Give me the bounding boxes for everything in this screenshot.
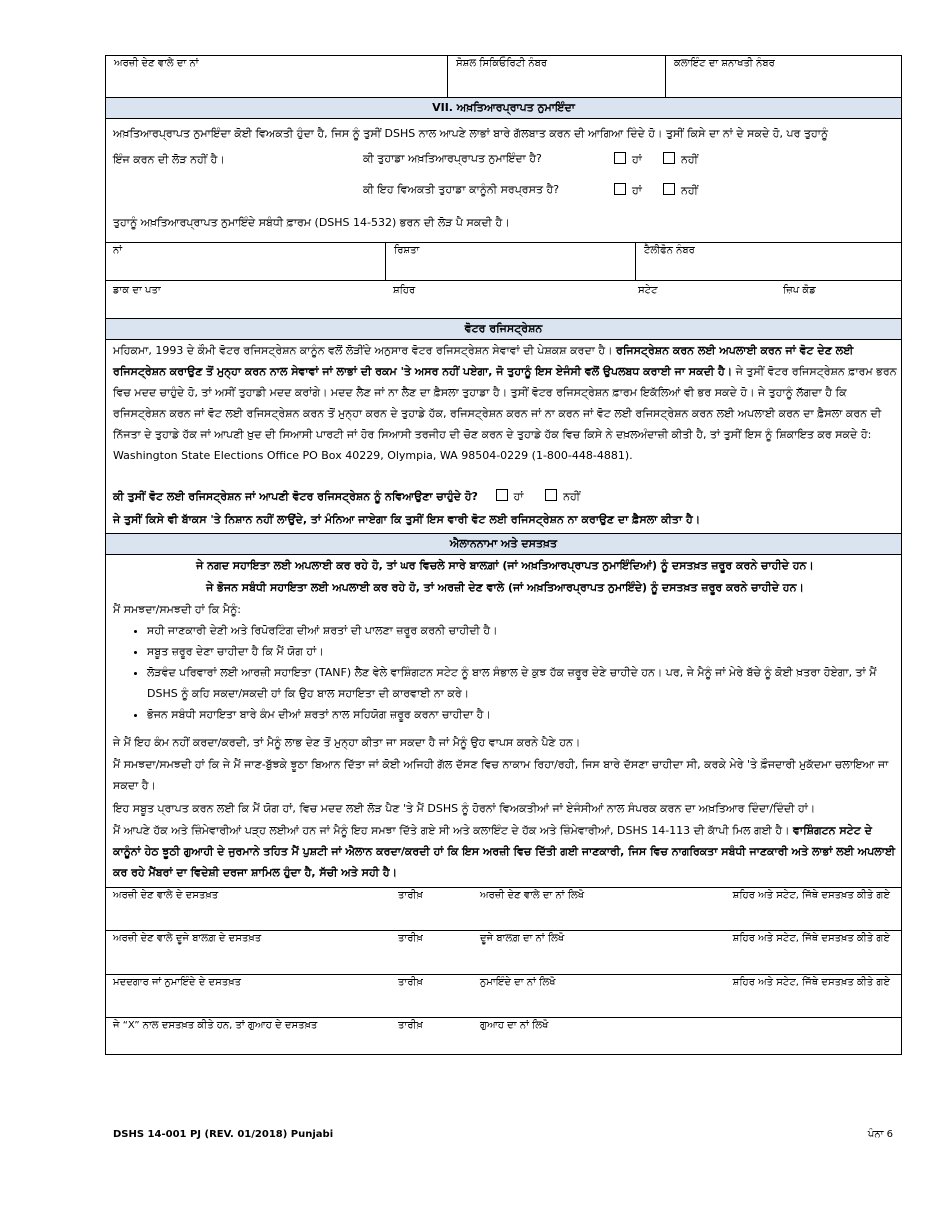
- signed-location-label: ਸ਼ਹਿਰ ਅਤੇ ਸਟੇਟ, ਜਿੱਥੇ ਦਸਤਖ਼ਤ ਕੀਤੇ ਗਏ: [732, 933, 890, 944]
- rep-zip-field[interactable]: [775, 281, 900, 319]
- yes-label: ਹਾਂ: [632, 184, 642, 197]
- rep-intro-line-1: ਅਖ਼ਤਿਆਰਪ੍ਰਾਪਤ ਨੁਮਾਇੰਦਾ ਕੋਈ ਵਿਅਕਤੀ ਹੁੰਦਾ ਹੈ, ਜਿਸ ਨੂੰ ਤੁਸੀਂ DSHS ਨਾਲ ਆਪਣੇ ਲਾਭਾਂ ਬਾਰੇ ਗੱਲਬਾਤ ਕਰਨ ਦੀ ਆਗਿਆ ਦਿੰਦੇ ਹੋ। ਤੁਸੀਂ ਕਿਸੇ ਦਾ ਨਾਂ ਦੇ ਸਕਦੇ ਹੋ, ਪਰ ਤੁਹਾਨੂੰ: [113, 127, 829, 140]
- client-id-label: ਕਲਾਇੰਟ ਦਾ ਸ਼ਨਾਖਤੀ ਨੰਬਰ: [674, 58, 775, 69]
- ssn-label: ਸੋਸ਼ਲ ਸਿਕਿਓਰਿਟੀ ਨੰਬਰ: [456, 58, 548, 69]
- voter-paragraph-rest: ਜੇ ਤੁਸੀਂ ਵੋਟਰ ਰਜਿਸਟ੍ਰੇਸ਼ਨ ਫ਼ਾਰਮ ਭਰਨ ਵਿਚ ਮਦਦ ਚਾਹੁੰਦੇ ਹੋ, ਤਾਂ ਅਸੀਂ ਤੁਹਾਡੀ ਮਦਦ ਕਰਾਂਗੇ। ਮਦਦ ਲੈਣ ਜਾਂ ਨਾ ਲੈਣ ਦਾ ਫ਼ੈਸਲਾ ਤੁਹਾਡਾ ਹੈ। ਤੁਸੀਂ ਵੋਟਰ ਰਜਿਸਟ੍ਰੇਸ਼ਨ ਫ਼ਾਰਮ ਇਕੱਲਿਆਂ ਵੀ ਭਰ ਸਕਦੇ ਹੋ। ਜੇ ਤੁਹਾਨੂੰ ਲੱਗਦਾ ਹੈ ਕਿ ਰਜਿਸਟ੍ਰੇਸ਼ਨ ਕਰਨ ਜਾਂ ਵੋਟ ਲਈ ਰਜਿਸਟ੍ਰੇਸ਼ਨ ਕਰਨ ਤੋਂ ਮੁਨ੍ਹਾ ਕਰਨ ਦੇ ਤੁਹਾਡੇ ਹੱਕ, ਰਜਿਸਟ੍ਰੇਸ਼ਨ ਕਰਨ ਜਾਂ ਨਾ ਕਰਨ ਜਾਂ ਵੋਟ ਲਈ ਰਜਿਸਟ੍ਰੇਸ਼ਨ ਕਰਨ ਲਈ ਅਪਲਾਈ ਕਰਨ ਦਾ ਫ਼ੈਸਲਾ ਕਰਨ ਦੀ ਨਿੱਜਤਾ ਦੇ ਤੁਹਾਡੇ ਹੱਕ ਜਾਂ ਆਪਣੀ ਖ਼ੁਦ ਦੀ ਸਿਆਸੀ ਪਾਰਟੀ ਜਾਂ ਹੋਰ ਸਿਆਸੀ ਤਰਜੀਹ ਦੀ ਚੋਣ ਕਰਨ ਦੇ ਤੁਹਾਡੇ ਹੱਕ ਵਿਚ ਕਿਸੇ ਨੇ ਦਖ਼ਲਅੰਦਾਜ਼ੀ ਕੀਤੀ ਹੈ, ਤਾਂ ਤੁਸੀਂ ਇਸ ਨੂੰ ਸ਼ਿਕਾਇਤ ਕਰ ਸਕਦੇ ਹੋ: Washington State Elections Office PO Box 40229, Olympia, WA 98504-0229 (1-800-448-4881).: [113, 365, 897, 462]
- signature-label: ਜੇ “X” ਨਾਲ ਦਸਤਖ਼ਤ ਕੀਤੇ ਹਨ, ਤਾਂ ਗੁਆਹ ਦੇ ਦਸਤਖ਼ਤ: [113, 1020, 318, 1031]
- rep-relationship-field[interactable]: [385, 243, 635, 280]
- second-adult-signature-row[interactable]: [105, 931, 902, 975]
- rep-form-note: ਤੁਹਾਨੂੰ ਅਖ਼ਤਿਆਰਪ੍ਰਾਪਤ ਨੁਮਾਇੰਦੇ ਸਬੰਧੀ ਫ਼ਾਰਮ (DSHS 14-532) ਭਰਨ ਦੀ ਲੋੜ ਪੈ ਸਕਦੀ ਹੈ।: [113, 216, 510, 229]
- refuse-paragraph: ਜੇ ਮੈਂ ਇਹ ਕੰਮ ਨਹੀਂ ਕਰਦਾ/ਕਰਦੀ, ਤਾਂ ਮੈਨੂੰ ਲਾਭ ਦੇਣ ਤੋਂ ਮੁਨ੍ਹਾ ਕੀਤਾ ਜਾ ਸਕਦਾ ਹੈ ਜਾਂ ਮੈਨੂੰ ਉਹ ਵਾਪਸ ਕਰਨੇ ਪੈਣੇ ਹਨ।: [113, 736, 581, 749]
- perjury-statement: ਵਾਸ਼ਿੰਗਟਨ ਸਟੇਟ ਦੇ ਕਾਨੂੰਨਾਂ ਹੇਠ ਝੂਠੀ ਗੁਆਹੀ ਦੇ ਜੁਰਮਾਨੇ ਤਹਿਤ ਮੈਂ ਪੁਸ਼ਟੀ ਜਾਂ ਐਲਾਨ ਕਰਦਾ/ਕਰਦੀ ਹਾਂ ਕਿ ਇਸ ਅਰਜ਼ੀ ਵਿਚ ਦਿੱਤੀ ਗਈ ਜਾਣਕਾਰੀ, ਜਿਸ ਵਿਚ ਨਾਗਰਿਕਤਾ ਸਬੰਧੀ ਜਾਣਕਾਰੀ ਅਤੇ ਲਾਭਾਂ ਲਈ ਅਪਲਾਈ ਕਰ ਰਹੇ ਮੈਂਬਰਾਂ ਦਾ ਵਿਦੇਸ਼ੀ ਦਰਜਾ ਸ਼ਾਮਿਲ ਹੁੰਦਾ ਹੈ, ਸੱਚੀ ਅਤੇ ਸਹੀ ਹੈ।: [113, 824, 896, 879]
- checkbox-icon[interactable]: [614, 152, 626, 164]
- form-identifier: DSHS 14-001 PJ (REV. 01/2018) Punjabi: [113, 1129, 334, 1140]
- page-number: ਪੰਨਾ 6: [867, 1129, 893, 1140]
- checkbox-icon[interactable]: [614, 183, 626, 195]
- rep-name-field[interactable]: [105, 243, 385, 280]
- signed-location-label: ਸ਼ਹਿਰ ਅਤੇ ਸਟੇਟ, ਜਿੱਥੇ ਦਸਤਖ਼ਤ ਕੀਤੇ ਗਏ: [732, 977, 890, 988]
- print-name-label: ਨੁਮਾਇੰਦੇ ਦਾ ਨਾਂ ਲਿਖੋ: [480, 977, 556, 988]
- voter-paragraph: [113, 340, 897, 466]
- list-item: • ਸਬੂਤ ਜ਼ਰੂਰ ਦੇਣਾ ਚਾਹੀਦਾ ਹੈ ਕਿ ਮੈਂ ਯੋਗ ਹਾਂ।: [147, 641, 897, 662]
- contact-paragraph: ਇਹ ਸਬੂਤ ਪ੍ਰਾਪਤ ਕਰਨ ਲਈ ਕਿ ਮੈਂ ਯੋਗ ਹਾਂ, ਵਿਚ ਮਦਦ ਲਈ ਲੋੜ ਪੈਣ 'ਤੇ ਮੈਂ DSHS ਨੂੰ ਹੋਰਨਾਂ ਵਿਅਕਤੀਆਂ ਜਾਂ ਏਜੰਸੀਆਂ ਨਾਲ ਸੰਪਰਕ ਕਰਨ ਦਾ ਅਖ਼ਤਿਆਰ ਦਿੰਦਾ/ਦਿੰਦੀ ਹਾਂ।: [113, 802, 816, 815]
- date-label: ਤਾਰੀਖ਼: [398, 1020, 423, 1031]
- cash-assistance-note: ਜੇ ਨਗਦ ਸਹਾਇਤਾ ਲਈ ਅਪਲਾਈ ਕਰ ਰਹੇ ਹੋ, ਤਾਂ ਘਰ ਵਿਚਲੇ ਸਾਰੇ ਬਾਲਗ਼ਾਂ (ਜਾਂ ਅਖ਼ਤਿਆਰਪ੍ਰਾਪਤ ਨੁਮਾਇੰਦਿਆਂ) ਨੂੰ ਦਸਤਖ਼ਤ ਜ਼ਰੂਰ ਕਰਨੇ ਚਾਹੀਦੇ ਹਨ।: [196, 559, 814, 572]
- declaration-header: ਐਲਾਨਨਾਮਾ ਅਤੇ ਦਸਤਖ਼ਤ: [105, 533, 902, 555]
- client-id-field[interactable]: [665, 56, 901, 97]
- rep-no-option-1[interactable]: [663, 152, 698, 167]
- rep-phone-field[interactable]: [635, 243, 900, 280]
- rep-address-row: [105, 280, 902, 319]
- rep-address-field[interactable]: [105, 281, 385, 319]
- rights-paragraph: [113, 820, 897, 883]
- voter-registration-header: ਵੋਟਰ ਰਜਿਸਟ੍ਰੇਸ਼ਨ: [105, 318, 902, 340]
- date-label: ਤਾਰੀਖ਼: [398, 933, 423, 944]
- rep-state-label: ਸਟੇਟ: [638, 285, 658, 296]
- rights-paragraph-intro: ਮੈਂ ਆਪਣੇ ਹੱਕ ਅਤੇ ਜ਼ਿੰਮੇਵਾਰੀਆਂ ਪੜ੍ਹ ਲਈਆਂ ਹਨ ਜਾਂ ਮੈਨੂੰ ਇਹ ਸਮਝਾ ਦਿੱਤੇ ਗਏ ਸੀ ਅਤੇ ਕਲਾਇੰਟ ਦੇ ਹੱਕ ਅਤੇ ਜ਼ਿੰਮੇਵਾਰੀਆਂ, DSHS 14-113 ਦੀ ਕਾੱਪੀ ਮਿਲ ਗਈ ਹੈ।: [113, 824, 794, 837]
- representative-signature-row[interactable]: [105, 975, 902, 1018]
- rep-contact-row: [105, 242, 902, 280]
- rep-state-field[interactable]: [630, 281, 775, 319]
- voter-no-option[interactable]: [545, 490, 580, 503]
- food-assistance-note: ਜੇ ਭੋਜਨ ਸਬੰਧੀ ਸਹਾਇਤਾ ਲਈ ਅਪਲਾਈ ਕਰ ਰਹੇ ਹੋ, ਤਾਂ ਅਰਜ਼ੀ ਦੇਣ ਵਾਲੇ (ਜਾਂ ਅਖ਼ਤਿਆਰਪ੍ਰਾਪਤ ਨੁਮਾਇੰਦੇ) ਨੂੰ ਦਸਤਖ਼ਤ ਜ਼ਰੂਰ ਕਰਨੇ ਚਾਹੀਦੇ ਹਨ।: [206, 581, 804, 594]
- yes-label: ਹਾਂ: [632, 153, 642, 166]
- rep-city-label: ਸ਼ਹਿਰ: [393, 285, 416, 296]
- rep-relationship-label: ਰਿਸ਼ਤਾ: [394, 245, 420, 256]
- no-label: ਨਹੀਂ: [563, 490, 581, 503]
- print-name-label: ਗੁਆਹ ਦਾ ਨਾਂ ਲਿਖੋ: [480, 1020, 549, 1031]
- ssn-field[interactable]: [447, 56, 665, 97]
- rep-no-option-2[interactable]: [663, 183, 698, 198]
- checkbox-icon[interactable]: [663, 152, 675, 164]
- rep-intro-line-2: ਇੰਜ ਕਰਨ ਦੀ ਲੋੜ ਨਹੀਂ ਹੈ।: [113, 153, 225, 166]
- voter-paragraph-bold: ਰਜਿਸਟ੍ਰੇਸ਼ਨ ਕਰਨ ਲਈ ਅਪਲਾਈ ਕਰਨ ਜਾਂ ਵੋਟ ਦੇਣ ਲਈ ਰਜਿਸਟ੍ਰੇਸ਼ਨ ਕਰਾਉਣ ਤੋਂ ਮੁਨ੍ਹਾ ਕਰਨ ਨਾਲ ਸੇਵਾਵਾਂ ਜਾਂ ਲਾਭਾਂ ਦੀ ਰਕਮ 'ਤੇ ਅਸਰ ਨਹੀਂ ਪਏਗਾ, ਜੋ ਤੁਹਾਨੂੰ ਇਸ ਏਜੰਸੀ ਵਲੋਂ ਉਪਲਬਧ ਕਰਾਈ ਜਾ ਸਕਦੀ ਹੈ।: [113, 344, 854, 378]
- signed-location-label: ਸ਼ਹਿਰ ਅਤੇ ਸਟੇਟ, ਜਿੱਥੇ ਦਸਤਖ਼ਤ ਕੀਤੇ ਗਏ: [732, 890, 890, 901]
- rep-phone-label: ਟੈਲੀਫੋਨ ਨੰਬਰ: [644, 245, 695, 256]
- checkbox-icon[interactable]: [496, 489, 508, 501]
- list-item: • ਲੋੜਵੰਦ ਪਰਿਵਾਰਾਂ ਲਈ ਆਰਜ਼ੀ ਸਹਾਇਤਾ (TANF) ਲੈਣ ਵੇਲੇ ਵਾਸ਼ਿੰਗਟਨ ਸਟੇਟ ਨੂੰ ਬਾਲ ਸੰਭਾਲ ਦੇ ਕੁਝ ਹੱਕ ਜ਼ਰੂਰ ਦੇਣੇ ਚਾਹੀਦੇ ਹਨ। ਪਰ, ਜੇ ਮੈਨੂੰ ਜਾਂ ਮੇਰੇ ਬੱਚੇ ਨੂੰ ਕੋਈ ਖ਼ਤਰਾ ਹੋਏਗਾ, ਤਾਂ ਮੈਂ DSHS ਨੂੰ ਕਹਿ ਸਕਦਾ/ਸਕਦੀ ਹਾਂ ਕਿ ਉਹ ਬਾਲ ਸਹਾਇਤਾ ਦੀ ਕਾਰਵਾਈ ਨਾ ਕਰੇ।: [147, 662, 897, 704]
- applicant-info-row: [105, 55, 902, 98]
- fraud-paragraph: ਮੈਂ ਸਮਝਦਾ/ਸਮਝਦੀ ਹਾਂ ਕਿ ਜੇ ਮੈਂ ਜਾਣ-ਬੁੱਝਕੇ ਝੂਠਾ ਬਿਆਨ ਦਿੱਤਾ ਜਾਂ ਕੋਈ ਅਜਿਹੀ ਗੱਲ ਦੱਸਣ ਵਿਚ ਨਾਕਾਮ ਰਿਹਾ/ਰਹੀ, ਜਿਸ ਬਾਰੇ ਦੱਸਣਾ ਚਾਹੀਦਾ ਸੀ, ਕਰਕੇ ਮੇਰੇ 'ਤੇ ਫ਼ੌਜਦਾਰੀ ਮੁਕੱਦਮਾ ਚਲਾਇਆ ਜਾ ਸਕਦਾ ਹੈ।: [113, 758, 889, 792]
- understand-intro: ਮੈਂ ਸਮਝਦਾ/ਸਮਝਦੀ ਹਾਂ ਕਿ ਮੈਨੂੰ:: [113, 603, 241, 616]
- rep-question-guardian: ਕੀ ਇਹ ਵਿਅਕਤੀ ਤੁਹਾਡਾ ਕਾਨੂੰਨੀ ਸਰਪ੍ਰਸਤ ਹੈ?: [363, 183, 560, 196]
- checkbox-icon[interactable]: [545, 489, 557, 501]
- checkbox-icon[interactable]: [663, 183, 675, 195]
- rep-address-label: ਡਾਕ ਦਾ ਪਤਾ: [113, 285, 161, 296]
- no-label: ਨਹੀਂ: [681, 153, 698, 166]
- date-label: ਤਾਰੀਖ਼: [398, 977, 423, 988]
- understand-list: [113, 620, 897, 725]
- rep-yes-option-2[interactable]: [614, 183, 642, 198]
- witness-signature-row[interactable]: [105, 1018, 902, 1055]
- rep-yes-option-1[interactable]: [614, 152, 642, 167]
- rep-question-have-rep: ਕੀ ਤੁਹਾਡਾ ਅਖ਼ਤਿਆਰਪ੍ਰਾਪਤ ਨੁਮਾਇੰਦਾ ਹੈ?: [363, 152, 542, 165]
- rep-zip-label: ਜ਼ਿਪ ਕੋਡ: [783, 285, 816, 296]
- authorized-rep-header: VII. ਅਖ਼ਤਿਆਰਪ੍ਰਾਪਤ ਨੁਮਾਇੰਦਾ: [105, 97, 902, 119]
- signature-label: ਅਰਜ਼ੀ ਦੇਣ ਵਾਲੇ ਦੂਜੇ ਬਾਲਗ਼ ਦੇ ਦਸਤਖ਼ਤ: [113, 933, 262, 944]
- voter-question: ਕੀ ਤੁਸੀਂ ਵੋਟ ਲਈ ਰਜਿਸਟ੍ਰੇਸ਼ਨ ਜਾਂ ਆਪਣੀ ਵੋਟਰ ਰਜਿਸਟ੍ਰੇਸ਼ਨ ਨੂੰ ਨਵਿਆਉਣਾ ਚਾਹੁੰਦੇ ਹੋ?: [113, 490, 478, 503]
- yes-label: ਹਾਂ: [513, 490, 524, 503]
- date-label: ਤਾਰੀਖ਼: [398, 890, 423, 901]
- no-label: ਨਹੀਂ: [681, 184, 698, 197]
- print-name-label: ਅਰਜ਼ੀ ਦੇਣ ਵਾਲੇ ਦਾ ਨਾਂ ਲਿਖੋ: [480, 890, 585, 901]
- signature-label: ਮਦਦਗਾਰ ਜਾਂ ਨੁਮਾਇੰਦੇ ਦੇ ਦਸਤਖ਼ਤ: [113, 977, 241, 988]
- signature-label: ਅਰਜ਼ੀ ਦੇਣ ਵਾਲੇ ਦੇ ਦਸਤਖ਼ਤ: [113, 890, 219, 901]
- voter-yes-option[interactable]: [496, 490, 524, 503]
- applicant-name-field[interactable]: [106, 56, 447, 97]
- list-item: • ਸਹੀ ਜਾਣਕਾਰੀ ਦੇਣੀ ਅਤੇ ਰਿਪੋਰਟਿੰਗ ਦੀਆਂ ਸ਼ਰਤਾਂ ਦੀ ਪਾਲਣਾ ਜ਼ਰੂਰ ਕਰਨੀ ਚਾਹੀਦੀ ਹੈ।: [147, 620, 897, 641]
- rep-name-label: ਨਾਂ: [113, 245, 123, 256]
- voter-paragraph-intro: ਮਹਿਕਮਾ, 1993 ਦੇ ਕੌਮੀ ਵੋਟਰ ਰਜਿਸਟ੍ਰੇਸ਼ਨ ਕਾਨੂੰਨ ਵਲੋਂ ਲੋੜੀਂਦੇ ਅਨੁਸਾਰ ਵੋਟਰ ਰਜਿਸਟ੍ਰੇਸ਼ਨ ਸੇਵਾਵਾਂ ਦੀ ਪੇਸ਼ਕਸ਼ ਕਰਦਾ ਹੈ।: [113, 344, 617, 357]
- voter-warning: ਜੇ ਤੁਸੀਂ ਕਿਸੇ ਵੀ ਬਾੱਕਸ 'ਤੇ ਨਿਸ਼ਾਨ ਨਹੀਂ ਲਾਉਂਦੇ, ਤਾਂ ਮੰਨਿਆ ਜਾਏਗਾ ਕਿ ਤੁਸੀਂ ਇਸ ਵਾਰੀ ਵੋਟ ਲਈ ਰਜਿਸਟ੍ਰੇਸ਼ਨ ਨਾ ਕਰਾਉਣ ਦਾ ਫ਼ੈਸਲਾ ਕੀਤਾ ਹੈ।: [113, 513, 701, 526]
- applicant-name-label: ਅਰਜ਼ੀ ਦੇਣ ਵਾਲੇ ਦਾ ਨਾਂ: [114, 58, 199, 69]
- rep-city-field[interactable]: [385, 281, 630, 319]
- list-item: • ਭੋਜਨ ਸਬੰਧੀ ਸਹਾਇਤਾ ਬਾਰੇ ਕੰਮ ਦੀਆਂ ਸ਼ਰਤਾਂ ਨਾਲ ਸਹਿਯੋਗ ਜ਼ਰੂਰ ਕਰਨਾ ਚਾਹੀਦਾ ਹੈ।: [147, 704, 897, 725]
- applicant-signature-row[interactable]: [105, 887, 902, 931]
- voter-question-line: [113, 486, 897, 507]
- print-name-label: ਦੂਜੇ ਬਾਲਗ਼ ਦਾ ਨਾਂ ਲਿਖੋ: [480, 933, 565, 944]
